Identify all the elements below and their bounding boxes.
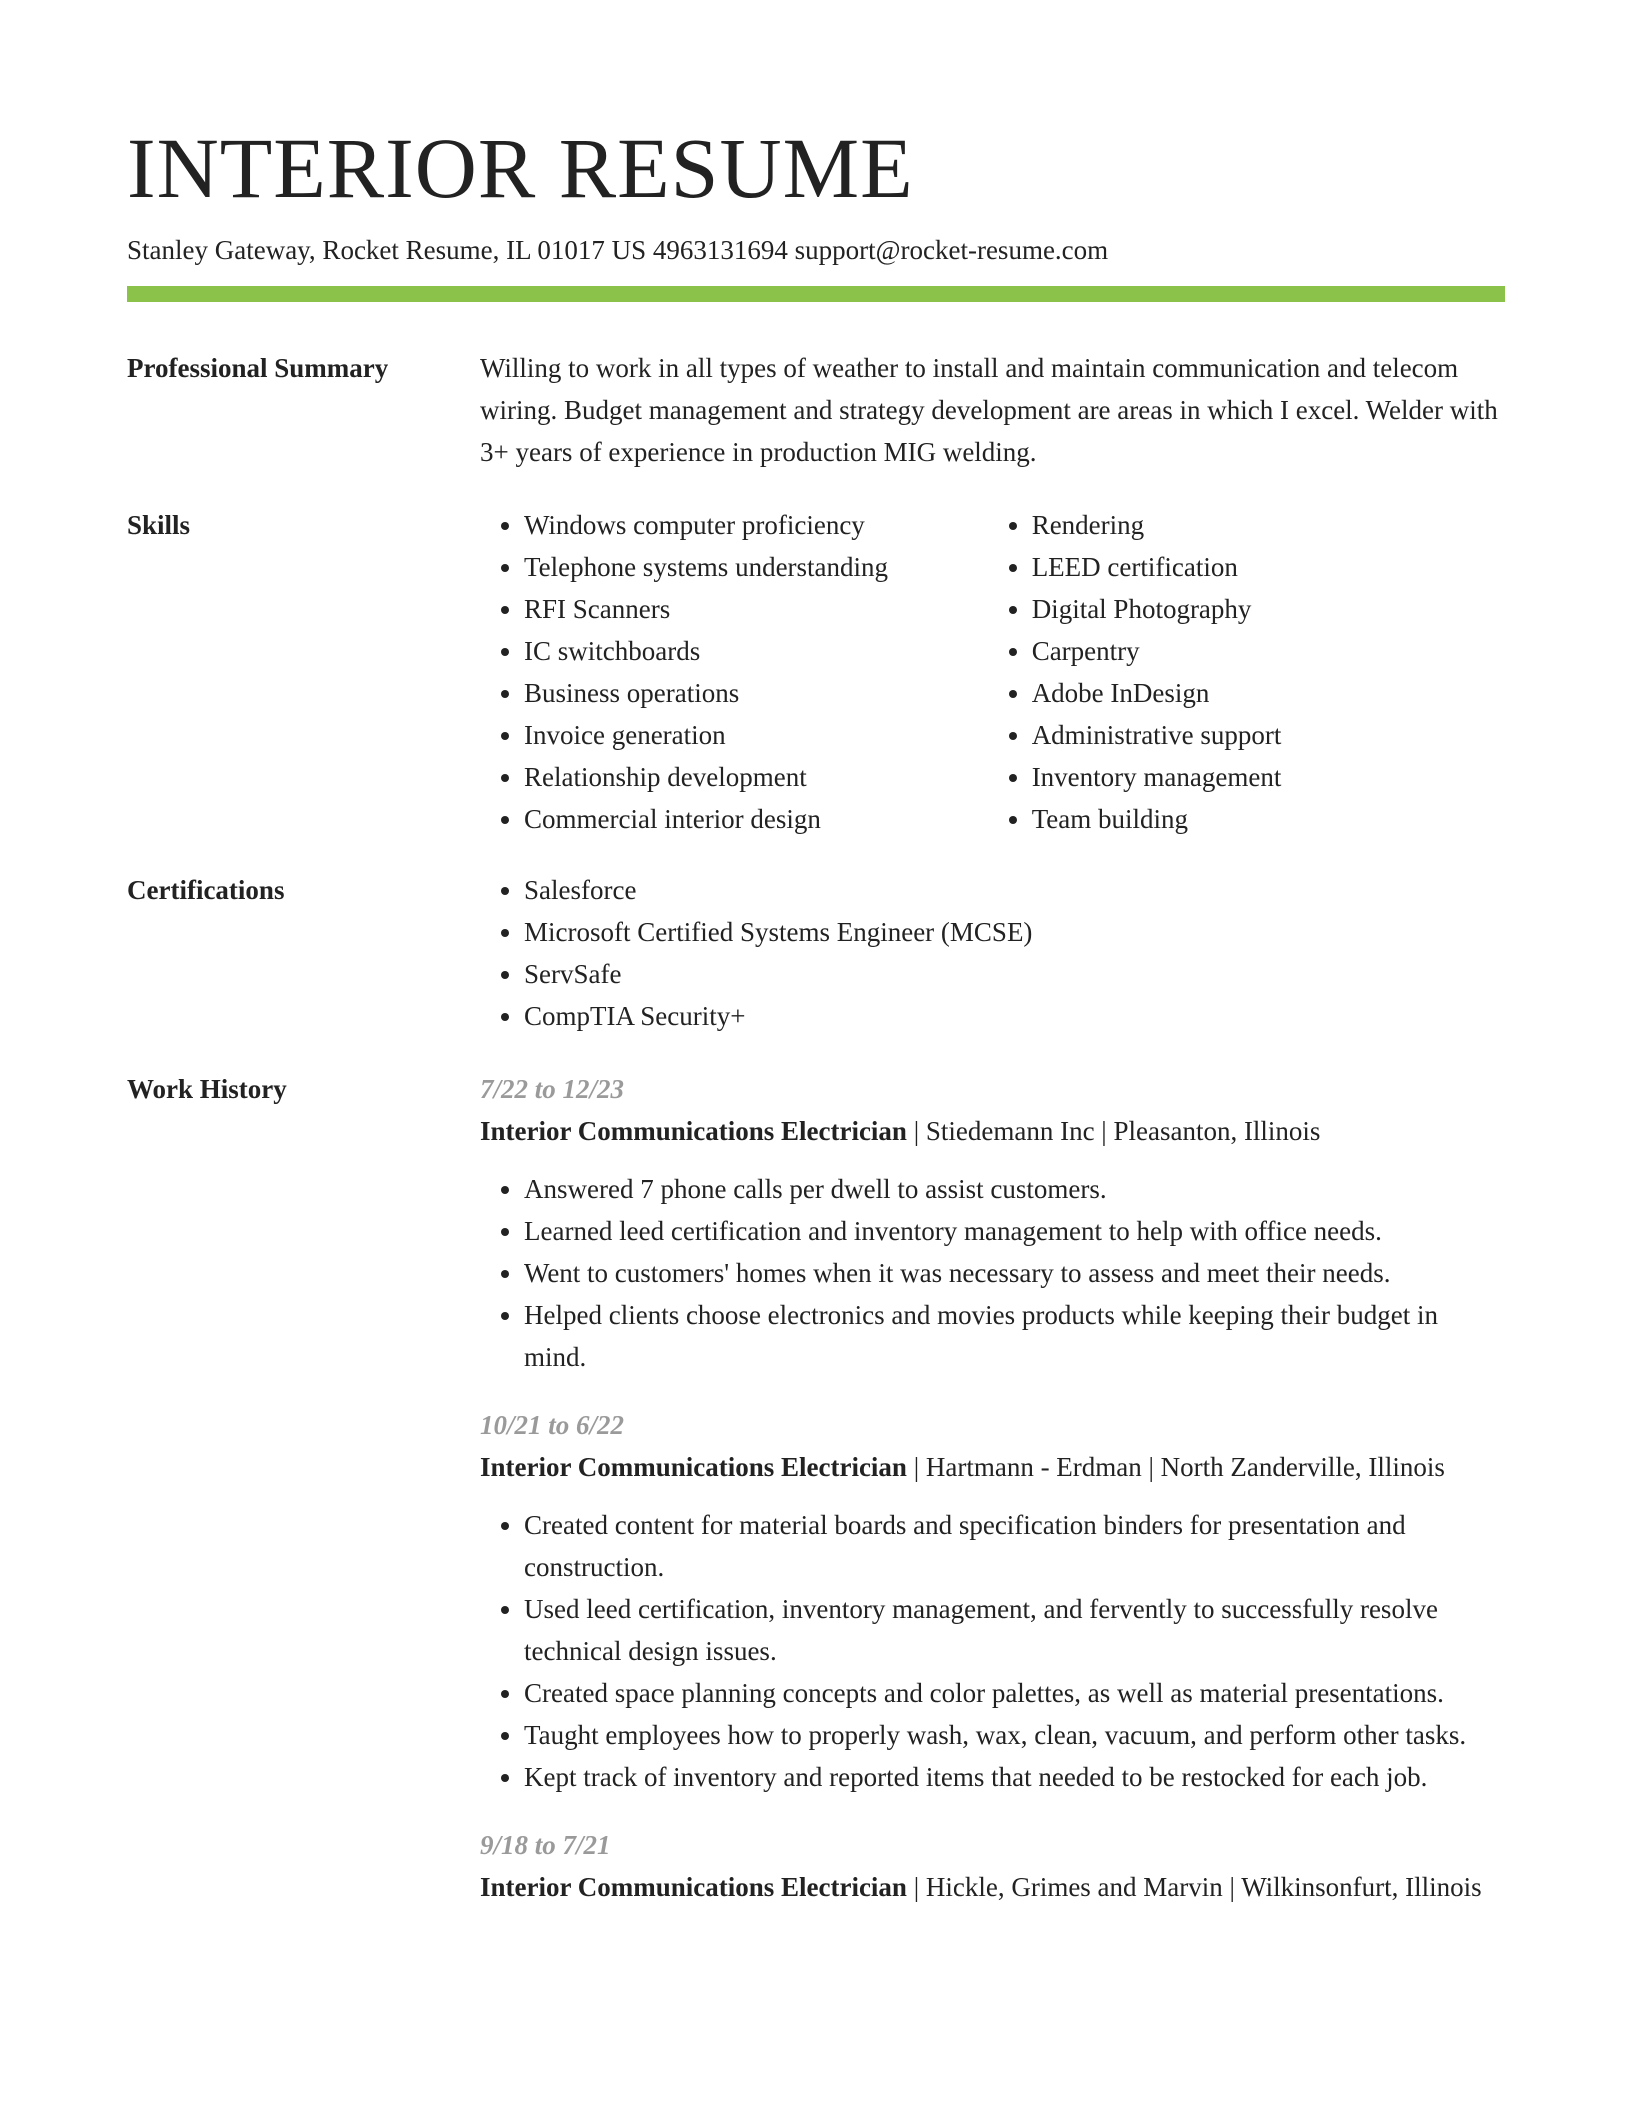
skill-item: • Commercial interior design (524, 798, 943, 840)
summary-body (480, 347, 1505, 473)
job-employer-location: | Hickle, Grimes and Marvin | Wilkinsonfurt, Illinois (906, 1872, 1482, 1902)
skill-item: • Adobe InDesign (1032, 672, 1505, 714)
skill-item: • Rendering (1032, 504, 1505, 546)
job-entry (480, 1404, 1505, 1798)
job-duties-list (480, 1504, 1505, 1798)
job-heading (480, 1446, 1505, 1488)
resume-title: INTERIOR RESUME (127, 120, 914, 216)
job-dates: 10/21 to 6/22 (480, 1410, 625, 1440)
certifications-body (480, 869, 1505, 1037)
job-duty-item: • Used leed certification, inventory management, and fervently to successfully resolve technical design issues. (524, 1588, 1505, 1672)
skill-item: • Relationship development (524, 756, 943, 798)
job-duties-list (480, 1168, 1505, 1378)
job-duty-item: • Helped clients choose electronics and movies products while keeping their budget in mind. (524, 1294, 1505, 1378)
summary-heading: Professional Summary (127, 353, 389, 383)
job-duty-item: • Taught employees how to properly wash, wax, clean, vacuum, and perform other tasks. (524, 1714, 1505, 1756)
job-duty-item: • Created content for material boards and specification binders for presentation and construction. (524, 1504, 1505, 1588)
job-entry (480, 1824, 1505, 1908)
certification-item: • Salesforce (524, 869, 1505, 911)
skills-body (480, 504, 1505, 840)
skill-item: • Inventory management (1032, 756, 1505, 798)
skill-item: • Business operations (524, 672, 943, 714)
skill-item: • Telephone systems understanding (524, 546, 943, 588)
job-entry (480, 1068, 1505, 1378)
job-dates: 7/22 to 12/23 (480, 1074, 625, 1104)
skills-list-right (988, 504, 1505, 840)
summary-text: Willing to work in all types of weather to install and maintain communication and telecom wiring. Budget management and strategy development are areas in which I excel. Welder with 3+ years of experience in production MIG welding. (480, 353, 1498, 467)
skill-item: • Administrative support (1032, 714, 1505, 756)
skill-item: • Invoice generation (524, 714, 943, 756)
job-duty-item: • Answered 7 phone calls per dwell to assist customers. (524, 1168, 1505, 1210)
job-title: Interior Communications Electrician (480, 1452, 907, 1482)
skills-heading: Skills (127, 510, 191, 540)
job-duty-item: • Learned leed certification and inventory management to help with office needs. (524, 1210, 1505, 1252)
certifications-list (480, 869, 1505, 1037)
job-duty-item: • Kept track of inventory and reported items that needed to be restocked for each job. (524, 1756, 1505, 1798)
job-employer-location: | Hartmann - Erdman | North Zanderville, Illinois (906, 1452, 1445, 1482)
skill-item: • IC switchboards (524, 630, 943, 672)
job-duty-item: • Went to customers' homes when it was necessary to assess and meet their needs. (524, 1252, 1505, 1294)
header-divider (127, 286, 1505, 302)
skill-item: • LEED certification (1032, 546, 1505, 588)
certification-item: • ServSafe (524, 953, 1505, 995)
skill-item: • Team building (1032, 798, 1505, 840)
skills-list-left (480, 504, 943, 840)
skill-item: • Digital Photography (1032, 588, 1505, 630)
contact-line: Stanley Gateway, Rocket Resume, IL 01017 US 4963131694 support@rocket-resume.com (127, 235, 1109, 265)
skill-item: • RFI Scanners (524, 588, 943, 630)
certifications-heading: Certifications (127, 875, 285, 905)
job-duty-item: • Created space planning concepts and color palettes, as well as material presentations. (524, 1672, 1505, 1714)
skill-item: • Carpentry (1032, 630, 1505, 672)
job-heading (480, 1110, 1505, 1152)
certification-item: • CompTIA Security+ (524, 995, 1505, 1037)
work-history-body (480, 1068, 1505, 1934)
skill-item: • Windows computer proficiency (524, 504, 943, 546)
job-employer-location: | Stiedemann Inc | Pleasanton, Illinois (906, 1116, 1321, 1146)
job-dates: 9/18 to 7/21 (480, 1830, 611, 1860)
job-title: Interior Communications Electrician (480, 1116, 907, 1146)
job-title: Interior Communications Electrician (480, 1872, 907, 1902)
job-heading (480, 1866, 1505, 1908)
work-history-heading: Work History (127, 1074, 287, 1104)
certification-item: • Microsoft Certified Systems Engineer (MCSE) (524, 911, 1505, 953)
